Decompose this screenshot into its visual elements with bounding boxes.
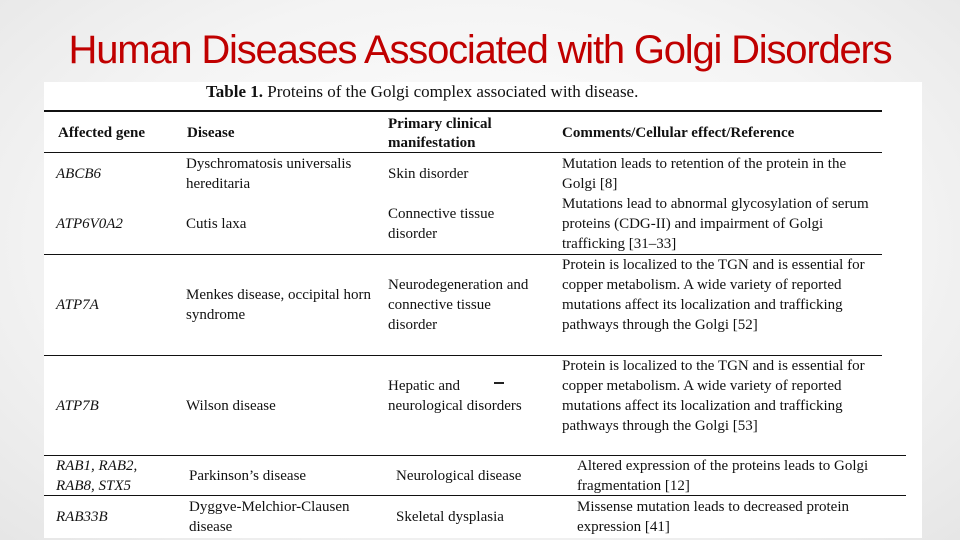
row1-disease: Dyschromatosis universalis hereditaria	[186, 156, 352, 192]
row3-manifestation: Neurodegeneration and connective tissue disorder	[388, 277, 529, 333]
row3-disease: Menkes disease, occipital horn syndrome	[186, 287, 371, 323]
row4-gene: ATP7B	[56, 398, 99, 414]
row4-disease: Wilson disease	[186, 398, 276, 414]
row5-manifestation: Neurological disease	[396, 468, 522, 484]
top-rule	[44, 110, 882, 112]
row2-comments: Mutations lead to abnormal glycosylation of serum proteins (CDG-II) and impairment of Golgi trafficking [31–33]	[562, 196, 869, 252]
row1-gene: ABCB6	[56, 166, 101, 182]
row1-comments: Mutation leads to retention of the protein in the Golgi [8]	[562, 156, 847, 192]
row6-disease: Dyggve-Melchior-Clausen disease	[189, 499, 350, 535]
table-caption	[206, 82, 806, 102]
row3-gene: ATP7A	[56, 297, 99, 313]
row5-disease: Parkinson’s disease	[189, 468, 307, 484]
disease-table	[44, 82, 922, 538]
row2-disease: Cutis laxa	[186, 216, 247, 232]
caption-text: Proteins of the Golgi complex associated with disease.	[263, 82, 639, 101]
row2-manifestation: Connective tissue disorder	[388, 206, 495, 242]
row3-comments: Protein is localized to the TGN and is essential for copper metabolism. A wide variety of reported mutations affect its localization and trafficking pathways through the Golgi [52]	[562, 257, 865, 333]
header-rule	[44, 152, 882, 153]
row4-manifestation: Hepatic and neurological disorders	[388, 378, 522, 414]
header-comments: Comments/Cellular effect/Reference	[562, 125, 795, 141]
caption-label: Table 1.	[206, 82, 264, 101]
row1-manifestation: Skin disorder	[388, 166, 469, 182]
row5-rule	[44, 495, 906, 496]
row6-manifestation: Skeletal dysplasia	[396, 509, 504, 525]
row5-comments: Altered expression of the proteins leads to Golgi fragmentation [12]	[577, 458, 869, 494]
row5-gene: RAB1, RAB2, RAB8, STX5	[56, 458, 138, 494]
header-manifestation: Primary clinical manifestation	[388, 116, 492, 151]
row6-gene: RAB33B	[56, 509, 108, 525]
header-affected-gene: Affected gene	[58, 125, 146, 141]
slide-title: Human Diseases Associated with Golgi Disorders	[68, 28, 892, 72]
row4-comments: Protein is localized to the TGN and is essential for copper metabolism. A wide variety of reported mutations affect its localization and trafficking pathways through the Golgi [53]	[562, 358, 865, 434]
row2-gene: ATP6V0A2	[56, 216, 123, 232]
header-disease: Disease	[187, 125, 235, 141]
stray-dash-mark	[494, 382, 504, 384]
row6-comments: Missense mutation leads to decreased protein expression [41]	[577, 499, 850, 535]
